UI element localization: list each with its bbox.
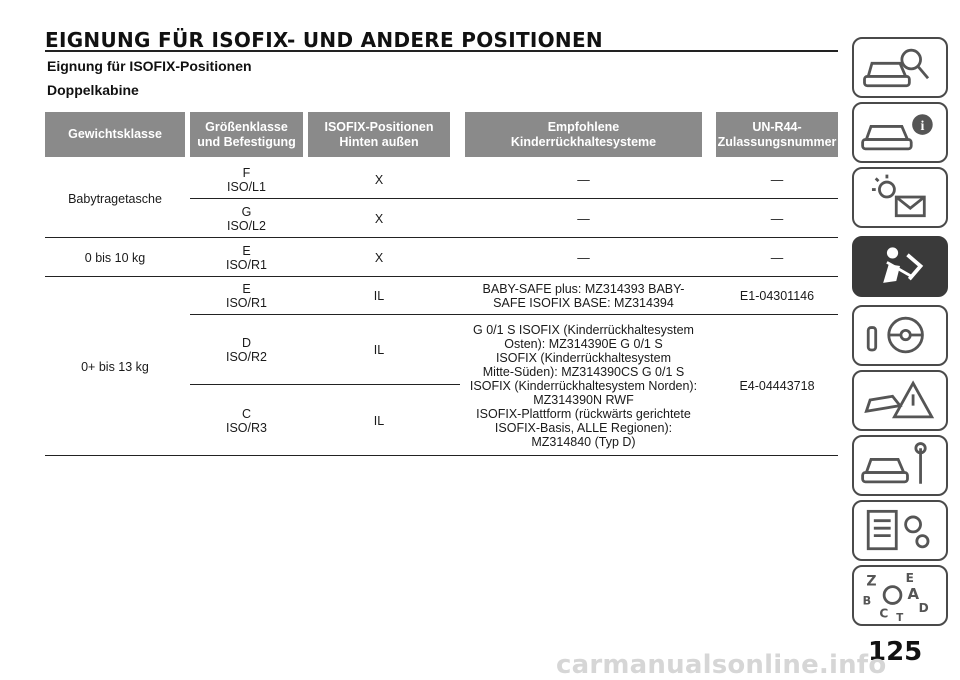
tab-safety[interactable] [852, 236, 948, 297]
isofix-position-cell: IL [373, 289, 385, 303]
car-maintenance-icon [854, 437, 946, 494]
row-divider [45, 276, 838, 277]
size-class-cell: C ISO/R3 [226, 406, 267, 435]
approval-number-cell: E4-04443718 [739, 378, 815, 393]
car-search-icon [854, 39, 946, 96]
svg-text:D: D [918, 600, 929, 615]
page-number: 125 [868, 637, 923, 667]
size-class-cell: E ISO/R1 [226, 243, 267, 272]
header-isofix-positions: ISOFIX-Positionen Hinten außen [308, 112, 450, 157]
section-heading: Eignung für ISOFIX-Positionen [47, 58, 252, 74]
warning-lights-icon [854, 169, 946, 226]
tab-technical-data[interactable] [852, 500, 948, 561]
size-class-cell: E ISO/R1 [226, 282, 267, 310]
safety-airbag-icon [854, 238, 946, 295]
isofix-position-cell: X [374, 211, 384, 226]
isofix-position-cell: IL [373, 413, 385, 428]
page-title: EIGNUNG FÜR ISOFIX- UND ANDERE POSITIONEN [45, 28, 603, 52]
size-class-cell: F ISO/L1 [227, 165, 266, 194]
header-recommended-systems: Empfohlene Kinderrückhaltesysteme [465, 112, 702, 157]
row-divider [190, 314, 838, 315]
recommended-system-cell: G 0/1 S ISOFIX (Kinderrückhaltesystem Osten): MZ314390E G 0/1 S ISOFIX (Kinderrückhaltesystem Mitte-Süden): MZ314390CS G 0/1 S ISOFIX (Kinderrückhaltesystem Norden): MZ314390N RWF ISOFIX-Plattform (rückwärts gerichtete ISOFIX-Basis, ALLE Regionen): MZ314840 (Typ D) [469, 322, 698, 449]
svg-text:Z: Z [866, 573, 877, 590]
approval-number-cell: — [770, 250, 784, 265]
size-class-cell: G ISO/L2 [227, 204, 266, 233]
recommended-system-cell: — [577, 172, 590, 187]
tab-emergency[interactable] [852, 370, 948, 431]
header-weight-class: Gewichtsklasse [45, 112, 185, 157]
row-divider [190, 384, 460, 385]
row-divider [190, 198, 838, 199]
header-approval-number: UN-R44- Zulassungsnummer [716, 112, 838, 157]
tab-car-search[interactable] [852, 37, 948, 98]
recommended-system-cell: — [577, 250, 590, 265]
svg-text:C: C [879, 606, 889, 621]
key-steering-wheel-icon [854, 307, 946, 364]
svg-text:B: B [862, 594, 872, 608]
tab-warning-lights[interactable] [852, 167, 948, 228]
size-class-cell: D ISO/R2 [226, 336, 267, 364]
row-divider [45, 237, 838, 238]
tab-car-info[interactable] [852, 102, 948, 163]
recommended-system-cell: — [577, 211, 590, 226]
recommended-system-cell: BABY-SAFE plus: MZ314393 BABY- SAFE ISOFIX BASE: MZ314394 [482, 282, 685, 310]
table-bottom-rule [45, 455, 838, 456]
svg-text:i: i [920, 119, 925, 135]
technical-data-icon [854, 502, 946, 559]
header-size-class: Größenklasse und Befestigung [190, 112, 303, 157]
tab-starting-driving[interactable] [852, 305, 948, 366]
weight-class-cell: 0+ bis 13 kg [81, 359, 149, 374]
watermark: carmanualsonline.info [556, 650, 887, 680]
isofix-position-cell: X [374, 172, 384, 187]
car-emergency-icon [854, 372, 946, 429]
isofix-position-cell: IL [373, 343, 385, 357]
tab-index[interactable] [852, 565, 948, 626]
approval-number-cell: — [770, 211, 784, 226]
car-info-icon [854, 104, 946, 161]
subsection-heading: Doppelkabine [47, 82, 139, 98]
weight-class-cell: 0 bis 10 kg [84, 250, 146, 265]
weight-class-cell: Babytragetasche [68, 192, 162, 206]
approval-number-cell: E1-04301146 [739, 289, 815, 303]
title-rule [45, 50, 838, 52]
approval-number-cell: — [770, 172, 784, 187]
svg-text:A: A [907, 584, 920, 603]
svg-text:T: T [896, 612, 904, 624]
svg-text:E: E [905, 570, 914, 585]
tab-maintenance[interactable] [852, 435, 948, 496]
isofix-position-cell: X [374, 250, 384, 265]
alphabetical-index-icon [854, 567, 946, 624]
